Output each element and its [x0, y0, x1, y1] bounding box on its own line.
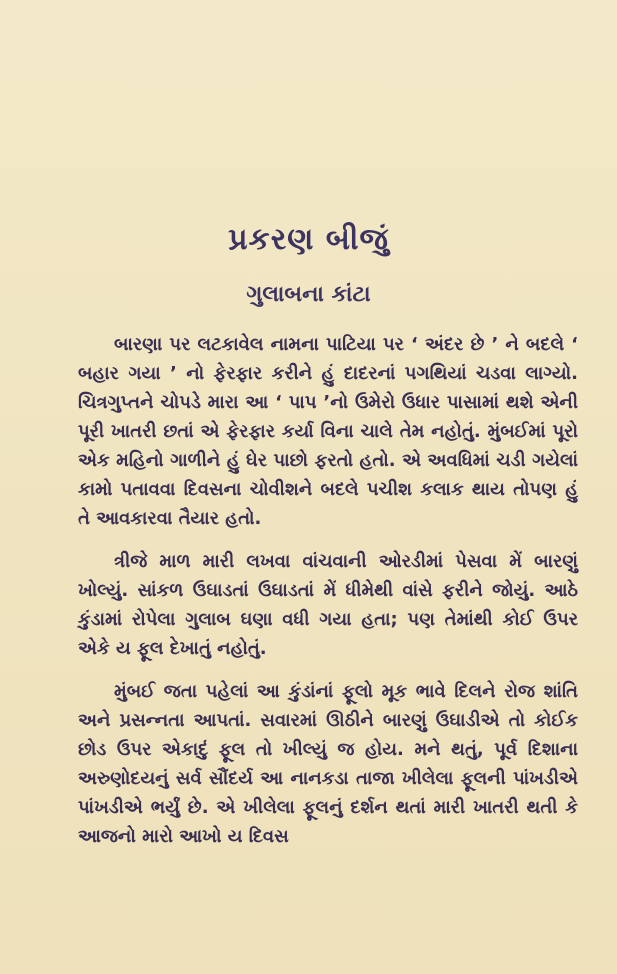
paragraph-3: મુંબઈ જતા પહેલાં આ કુંડાંનાં ફૂલો મૂક ભાવે દિલને રોજ શાંતિ અને પ્રસન્નતા આપતાં. સવારમાં ઊઠીને બારણું ઉઘાડીએ તો કોઈક છોડ ઉપર એકાદું ફૂલ તો ખીલ્યું જ હોય. મને થતું, પૂર્વ દિશાના અરુણોદયનું સર્વ સૌંદર્ય આ નાનકડા તાજા ખીલેલા ફૂલની પાંખડીએ પાંખડીએ ભર્યું છે. એ ખીલેલા ફૂલનું દર્શન થતાં મારી ખાતરી થતી કે આજનો મારો આખો ય દિવસ	[78, 681, 578, 847]
body-text	[78, 330, 578, 865]
paragraph-2: ત્રીજે માળ મારી લખવા વાંચવાની ઓરડીમાં પેસવા મેં બારણું ખોલ્યું. સાંકળ ઉઘાડતાં ઉઘાડતાં મેં ધીમેથી વાંસે ફરીને જોયું. આઠે કુંડામાં રોપેલા ગુલાબ ઘણા વધી ગયા હતા; પણ તેમાંથી કોઈ ઉપર એકે ય ફૂલ દેખાતું નહોતું.	[78, 551, 578, 659]
chapter-title: પ્રકરણ બીજું	[228, 222, 389, 257]
chapter-subtitle: ગુલાબના કાંટા	[246, 282, 371, 307]
paragraph-1: બારણા પર લટકાવેલ નામના પાટિયા પર ‘ અંદર છે ’ ને બદલે ‘ બહાર ગયા ’ નો ફેરફાર કરીને હું દાદરનાં પગથિયાં ચડવા લાગ્યો. ચિત્રગુપ્તને ચોપડે મારા આ ‘ પાપ ’નો ઉમેરો ઉધાર પાસામાં થશે એની પૂરી ખાતરી છતાં એ ફેરફાર કર્યા વિના ચાલે તેમ નહોતું. મુંબઈમાં પૂરો એક મહિનો ગાળીને હું ઘેર પાછો ફરતો હતો. એ અવધિમાં ચડી ગયેલાં કામો પતાવવા દિવસના ચોવીશને બદલે પચીશ કલાક થાય તોપણ હું તે આવકારવા તૈયાર હતો.	[78, 334, 578, 529]
